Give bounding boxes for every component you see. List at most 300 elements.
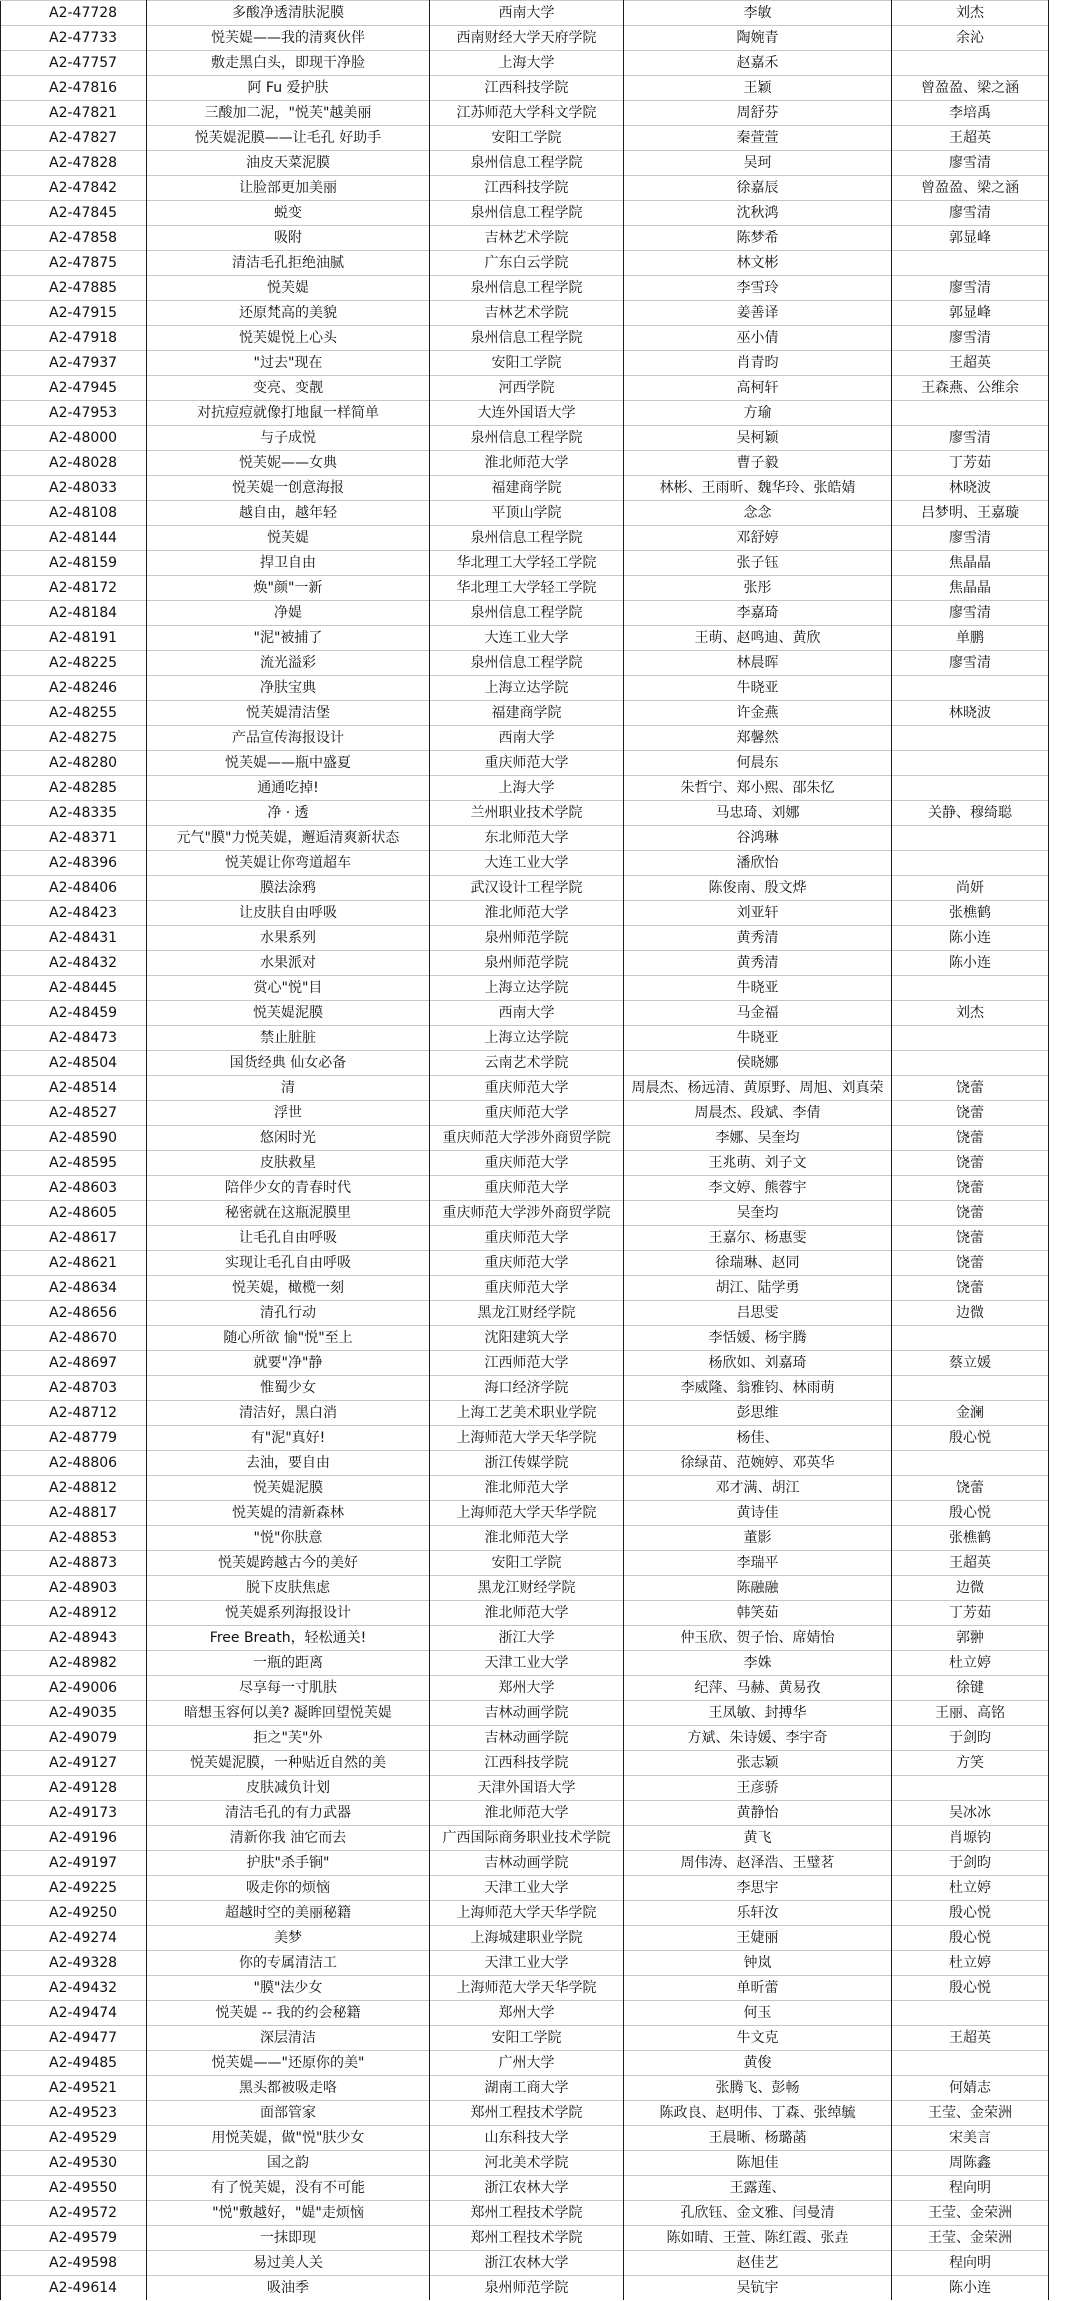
table-row <box>1 301 1049 326</box>
table-row <box>1 1576 1049 1601</box>
work-title-cell: 捍卫自由 <box>147 551 430 576</box>
table-row <box>1 1676 1049 1701</box>
entry-id-cell: A2-47937 <box>1 351 147 376</box>
school-cell: 大连工业大学 <box>430 626 624 651</box>
tutor-cell <box>892 1776 1049 1801</box>
entry-id-cell: A2-49274 <box>1 1926 147 1951</box>
entry-id-cell: A2-47842 <box>1 176 147 201</box>
work-title-cell: 暗想玉容何以美? 凝眸回望悦芙媞 <box>147 1701 430 1726</box>
work-title-cell: 悦芙媞——瓶中盛夏 <box>147 751 430 776</box>
tutor-cell: 陈小连 <box>892 951 1049 976</box>
work-title-cell: 与子成悦 <box>147 426 430 451</box>
authors-cell: 黄飞 <box>624 1826 892 1851</box>
tutor-cell: 殷心悦 <box>892 1926 1049 1951</box>
table-row <box>1 1151 1049 1176</box>
tutor-cell <box>892 1051 1049 1076</box>
tutor-cell: 焦晶晶 <box>892 576 1049 601</box>
table-row <box>1 1851 1049 1876</box>
work-title-cell: 皮肤减负计划 <box>147 1776 430 1801</box>
authors-cell: 林彬、王雨昕、魏华玲、张皓婧 <box>624 476 892 501</box>
authors-cell: 王萌、赵鸣迪、黄欣 <box>624 626 892 651</box>
table-row <box>1 876 1049 901</box>
school-cell: 福建商学院 <box>430 476 624 501</box>
entry-id-cell: A2-49474 <box>1 2001 147 2026</box>
authors-cell: 乐轩汝 <box>624 1901 892 1926</box>
work-title-cell: 清 <box>147 1076 430 1101</box>
school-cell: 泉州信息工程学院 <box>430 426 624 451</box>
school-cell: 黑龙江财经学院 <box>430 1301 624 1326</box>
table-row <box>1 2026 1049 2051</box>
school-cell: 上海城建职业学院 <box>430 1926 624 1951</box>
table-row <box>1 251 1049 276</box>
work-title-cell: 产品宣传海报设计 <box>147 726 430 751</box>
tutor-cell: 李培禹 <box>892 101 1049 126</box>
tutor-cell: 方笑 <box>892 1751 1049 1776</box>
tutor-cell: 吴冰冰 <box>892 1801 1049 1826</box>
work-title-cell: 悦芙媞清洁堡 <box>147 701 430 726</box>
tutor-cell: 廖雪清 <box>892 426 1049 451</box>
authors-cell: 方斌、朱诗媛、李宇奇 <box>624 1726 892 1751</box>
tutor-cell: 殷心悦 <box>892 1501 1049 1526</box>
entry-id-cell: A2-48605 <box>1 1201 147 1226</box>
tutor-cell <box>892 2001 1049 2026</box>
school-cell: 泉州师范学院 <box>430 926 624 951</box>
authors-cell: 马金福 <box>624 1001 892 1026</box>
table-row <box>1 1901 1049 1926</box>
authors-cell: 徐瑞琳、赵同 <box>624 1251 892 1276</box>
work-title-cell: 禁止脏脏 <box>147 1026 430 1051</box>
work-title-cell: 吸油季 <box>147 2276 430 2301</box>
authors-cell: 陶婉青 <box>624 26 892 51</box>
tutor-cell: 饶蕾 <box>892 1101 1049 1126</box>
work-title-cell: 一瓶的距离 <box>147 1651 430 1676</box>
tutor-cell: 郭翀 <box>892 1626 1049 1651</box>
work-title-cell: 国货经典 仙女必备 <box>147 1051 430 1076</box>
table-row <box>1 951 1049 976</box>
table-row <box>1 776 1049 801</box>
school-cell: 吉林艺术学院 <box>430 301 624 326</box>
tutor-cell: 饶蕾 <box>892 1226 1049 1251</box>
authors-cell: 朱哲宁、郑小熙、邵朱忆 <box>624 776 892 801</box>
table-row <box>1 2101 1049 2126</box>
authors-cell: 李姝 <box>624 1651 892 1676</box>
work-title-cell: "泥"被捕了 <box>147 626 430 651</box>
work-title-cell: 悦芙媞悦上心头 <box>147 326 430 351</box>
tutor-cell: 金澜 <box>892 1401 1049 1426</box>
school-cell: 华北理工大学轻工学院 <box>430 576 624 601</box>
tutor-cell: 饶蕾 <box>892 1176 1049 1201</box>
school-cell: 福建商学院 <box>430 701 624 726</box>
entry-id-cell: A2-49477 <box>1 2026 147 2051</box>
school-cell: 华北理工大学轻工学院 <box>430 551 624 576</box>
tutor-cell <box>892 976 1049 1001</box>
work-title-cell: 超越时空的美丽秘籍 <box>147 1901 430 1926</box>
tutor-cell: 王超英 <box>892 351 1049 376</box>
work-title-cell: 有了悦芙媞，没有不可能 <box>147 2176 430 2201</box>
school-cell: 淮北师范大学 <box>430 451 624 476</box>
work-title-cell: 皮肤救星 <box>147 1151 430 1176</box>
table-row <box>1 1926 1049 1951</box>
authors-cell: 纪萍、马赫、黄易孜 <box>624 1676 892 1701</box>
school-cell: 淮北师范大学 <box>430 1801 624 1826</box>
school-cell: 上海大学 <box>430 776 624 801</box>
table-row <box>1 276 1049 301</box>
entry-id-cell: A2-49530 <box>1 2151 147 2176</box>
entry-id-cell: A2-48285 <box>1 776 147 801</box>
authors-cell: 念念 <box>624 501 892 526</box>
entry-id-cell: A2-48459 <box>1 1001 147 1026</box>
table-row <box>1 576 1049 601</box>
entry-id-cell: A2-49572 <box>1 2201 147 2226</box>
table-row <box>1 726 1049 751</box>
work-title-cell: 护肤"杀手锏" <box>147 1851 430 1876</box>
tutor-cell: 廖雪清 <box>892 201 1049 226</box>
entry-id-cell: A2-48873 <box>1 1551 147 1576</box>
authors-cell: 肖青昀 <box>624 351 892 376</box>
work-title-cell: 流光溢彩 <box>147 651 430 676</box>
tutor-cell: 宋美言 <box>892 2126 1049 2151</box>
school-cell: 上海工艺美术职业学院 <box>430 1401 624 1426</box>
tutor-cell: 廖雪清 <box>892 276 1049 301</box>
entry-id-cell: A2-49550 <box>1 2176 147 2201</box>
authors-cell: 吕思雯 <box>624 1301 892 1326</box>
table-row <box>1 1551 1049 1576</box>
table-row <box>1 326 1049 351</box>
school-cell: 上海师范大学天华学院 <box>430 1901 624 1926</box>
work-title-cell: 你的专属清洁工 <box>147 1951 430 1976</box>
tutor-cell: 陈小连 <box>892 926 1049 951</box>
entry-id-cell: A2-48033 <box>1 476 147 501</box>
work-title-cell: 陪伴少女的青春时代 <box>147 1176 430 1201</box>
table-row <box>1 1251 1049 1276</box>
entry-id-cell: A2-48225 <box>1 651 147 676</box>
work-title-cell: 深层清洁 <box>147 2026 430 2051</box>
school-cell: 黑龙江财经学院 <box>430 1576 624 1601</box>
entry-id-cell: A2-49432 <box>1 1976 147 2001</box>
tutor-cell <box>892 1451 1049 1476</box>
authors-cell: 孔欣钰、金文雅、闫曼清 <box>624 2201 892 2226</box>
school-cell: 郑州大学 <box>430 2001 624 2026</box>
table-row <box>1 1051 1049 1076</box>
school-cell: 吉林动画学院 <box>430 1851 624 1876</box>
authors-cell: 谷鸿琳 <box>624 826 892 851</box>
authors-cell: 周晨杰、段斌、李倩 <box>624 1101 892 1126</box>
authors-cell: 李娜、吴奎均 <box>624 1126 892 1151</box>
authors-cell: 徐嘉辰 <box>624 176 892 201</box>
work-title-cell: 有"泥"真好! <box>147 1426 430 1451</box>
work-title-cell: 悦芙媞系列海报设计 <box>147 1601 430 1626</box>
table-row <box>1 1626 1049 1651</box>
work-title-cell: 实现让毛孔自由呼吸 <box>147 1251 430 1276</box>
work-title-cell: 净肤宝典 <box>147 676 430 701</box>
table-row <box>1 751 1049 776</box>
school-cell: 海口经济学院 <box>430 1376 624 1401</box>
work-title-cell: 就要"净"静 <box>147 1351 430 1376</box>
table-row <box>1 1801 1049 1826</box>
authors-cell: 王凤敏、封搏华 <box>624 1701 892 1726</box>
work-title-cell: 悦芙媞一创意海报 <box>147 476 430 501</box>
school-cell: 西南财经大学天府学院 <box>430 26 624 51</box>
entry-id-cell: A2-48670 <box>1 1326 147 1351</box>
entry-id-cell: A2-48943 <box>1 1626 147 1651</box>
school-cell: 上海立达学院 <box>430 676 624 701</box>
authors-cell: 张彤 <box>624 576 892 601</box>
authors-cell: 潘欣怡 <box>624 851 892 876</box>
tutor-cell <box>892 776 1049 801</box>
tutor-cell <box>892 1326 1049 1351</box>
work-title-cell: 悦芙媞泥膜 <box>147 1001 430 1026</box>
tutor-cell: 林晓波 <box>892 476 1049 501</box>
authors-cell: 王彦骄 <box>624 1776 892 1801</box>
tutor-cell: 王莹、金荣洲 <box>892 2226 1049 2251</box>
authors-cell: 侯晓娜 <box>624 1051 892 1076</box>
authors-cell: 黄诗佳 <box>624 1501 892 1526</box>
school-cell: 平顶山学院 <box>430 501 624 526</box>
tutor-cell <box>892 826 1049 851</box>
entry-id-cell: A2-47845 <box>1 201 147 226</box>
school-cell: 江苏师范大学科文学院 <box>430 101 624 126</box>
table-row <box>1 126 1049 151</box>
work-title-cell: 膜法涂鸦 <box>147 876 430 901</box>
entry-id-cell: A2-48371 <box>1 826 147 851</box>
work-title-cell: 净媞 <box>147 601 430 626</box>
table-row <box>1 1526 1049 1551</box>
school-cell: 郑州工程技术学院 <box>430 2201 624 2226</box>
table-row <box>1 601 1049 626</box>
entry-id-cell: A2-49579 <box>1 2226 147 2251</box>
work-title-cell: 悦芙妮——女典 <box>147 451 430 476</box>
entry-id-cell: A2-47733 <box>1 26 147 51</box>
authors-cell: 黄俊 <box>624 2051 892 2076</box>
work-title-cell: 拒之"芙"外 <box>147 1726 430 1751</box>
work-title-cell: 惟蜀少女 <box>147 1376 430 1401</box>
work-title-cell: 悦芙媞——"还原你的美" <box>147 2051 430 2076</box>
school-cell: 天津工业大学 <box>430 1651 624 1676</box>
authors-cell: 黄秀清 <box>624 926 892 951</box>
table-row <box>1 1101 1049 1126</box>
entry-id-cell: A2-49598 <box>1 2251 147 2276</box>
work-title-cell: 蜕变 <box>147 201 430 226</box>
authors-cell: 马忠琦、刘娜 <box>624 801 892 826</box>
tutor-cell: 于剑昀 <box>892 1726 1049 1751</box>
table-row <box>1 1751 1049 1776</box>
table-row <box>1 2251 1049 2276</box>
table-row <box>1 1826 1049 1851</box>
entry-id-cell: A2-49173 <box>1 1801 147 1826</box>
entry-id-cell: A2-48280 <box>1 751 147 776</box>
tutor-cell: 刘杰 <box>892 1 1049 26</box>
tutor-cell: 郭显峰 <box>892 226 1049 251</box>
table-row <box>1 1351 1049 1376</box>
authors-cell: 张腾飞、彭畅 <box>624 2076 892 2101</box>
work-title-cell: 赏心"悦"目 <box>147 976 430 1001</box>
work-title-cell: "膜"法少女 <box>147 1976 430 2001</box>
work-title-cell: 悦芙媞 <box>147 276 430 301</box>
authors-cell: 陈旭佳 <box>624 2151 892 2176</box>
work-title-cell: 悦芙媞的清新森林 <box>147 1501 430 1526</box>
entry-id-cell: A2-48703 <box>1 1376 147 1401</box>
table-row <box>1 1601 1049 1626</box>
authors-cell: 张子钰 <box>624 551 892 576</box>
tutor-cell <box>892 1026 1049 1051</box>
work-title-cell: 脱下皮肤焦虑 <box>147 1576 430 1601</box>
work-title-cell: 变亮、变靓 <box>147 376 430 401</box>
table-row <box>1 801 1049 826</box>
tutor-cell: 饶蕾 <box>892 1276 1049 1301</box>
tutor-cell: 王超英 <box>892 2026 1049 2051</box>
tutor-cell: 廖雪清 <box>892 651 1049 676</box>
tutor-cell: 刘杰 <box>892 1001 1049 1026</box>
work-title-cell: 通通吃掉! <box>147 776 430 801</box>
table-row <box>1 1451 1049 1476</box>
tutor-cell: 郭显峰 <box>892 301 1049 326</box>
work-title-cell: 元气"膜"力悦芙媞，邂逅清爽新状态 <box>147 826 430 851</box>
table-row <box>1 1776 1049 1801</box>
work-title-cell: 黑头都被吸走咯 <box>147 2076 430 2101</box>
work-title-cell: 面部管家 <box>147 2101 430 2126</box>
tutor-cell <box>892 676 1049 701</box>
entry-id-cell: A2-49006 <box>1 1676 147 1701</box>
school-cell: 重庆师范大学 <box>430 1151 624 1176</box>
entry-id-cell: A2-48159 <box>1 551 147 576</box>
tutor-cell: 周陈鑫 <box>892 2151 1049 2176</box>
school-cell: 重庆师范大学涉外商贸学院 <box>430 1201 624 1226</box>
authors-cell: 钟岚 <box>624 1951 892 1976</box>
work-title-cell: 吸附 <box>147 226 430 251</box>
table-row <box>1 401 1049 426</box>
school-cell: 吉林动画学院 <box>430 1726 624 1751</box>
table-row <box>1 2201 1049 2226</box>
tutor-cell: 张樵鹤 <box>892 1526 1049 1551</box>
authors-cell: 姜善译 <box>624 301 892 326</box>
work-title-cell: 易过美人关 <box>147 2251 430 2276</box>
work-title-cell: 让毛孔自由呼吸 <box>147 1226 430 1251</box>
authors-cell: 李嘉琦 <box>624 601 892 626</box>
entry-id-cell: A2-49197 <box>1 1851 147 1876</box>
authors-cell: 周伟涛、赵泽浩、王璧茗 <box>624 1851 892 1876</box>
entry-id-cell: A2-49614 <box>1 2276 147 2301</box>
entries-table-body <box>1 1 1049 2301</box>
school-cell: 郑州工程技术学院 <box>430 2101 624 2126</box>
school-cell: 上海师范大学天华学院 <box>430 1501 624 1526</box>
school-cell: 上海立达学院 <box>430 1026 624 1051</box>
entry-id-cell: A2-48108 <box>1 501 147 526</box>
table-row <box>1 901 1049 926</box>
entry-id-cell: A2-47945 <box>1 376 147 401</box>
authors-cell: 李雪玲 <box>624 276 892 301</box>
authors-cell: 黄秀清 <box>624 951 892 976</box>
table-row <box>1 676 1049 701</box>
school-cell: 大连外国语大学 <box>430 401 624 426</box>
tutor-cell: 王莹、金荣洲 <box>892 2201 1049 2226</box>
school-cell: 河西学院 <box>430 376 624 401</box>
authors-cell: 王兆萌、刘子文 <box>624 1151 892 1176</box>
entry-id-cell: A2-49529 <box>1 2126 147 2151</box>
table-row <box>1 476 1049 501</box>
authors-cell: 何玉 <box>624 2001 892 2026</box>
table-row <box>1 1476 1049 1501</box>
tutor-cell: 饶蕾 <box>892 1251 1049 1276</box>
entry-id-cell: A2-48514 <box>1 1076 147 1101</box>
tutor-cell <box>892 51 1049 76</box>
school-cell: 西南大学 <box>430 726 624 751</box>
table-row <box>1 26 1049 51</box>
table-row <box>1 1001 1049 1026</box>
work-title-cell: 越自由，越年轻 <box>147 501 430 526</box>
authors-cell: 董影 <box>624 1526 892 1551</box>
work-title-cell: 清洁毛孔的有力武器 <box>147 1801 430 1826</box>
work-title-cell: 清洁毛孔拒绝油腻 <box>147 251 430 276</box>
work-title-cell: 还原梵高的美貌 <box>147 301 430 326</box>
authors-cell: 牛晓亚 <box>624 1026 892 1051</box>
tutor-cell: 余沁 <box>892 26 1049 51</box>
tutor-cell: 边微 <box>892 1301 1049 1326</box>
school-cell: 大连工业大学 <box>430 851 624 876</box>
entry-id-cell: A2-48634 <box>1 1276 147 1301</box>
school-cell: 沈阳建筑大学 <box>430 1326 624 1351</box>
authors-cell: 单昕蕾 <box>624 1976 892 2001</box>
entry-id-cell: A2-48903 <box>1 1576 147 1601</box>
work-title-cell: 悦芙媞——我的清爽伙伴 <box>147 26 430 51</box>
table-row <box>1 176 1049 201</box>
school-cell: 兰州职业技术学院 <box>430 801 624 826</box>
entry-id-cell: A2-48172 <box>1 576 147 601</box>
table-row <box>1 51 1049 76</box>
entry-id-cell: A2-48335 <box>1 801 147 826</box>
school-cell: 淮北师范大学 <box>430 1476 624 1501</box>
school-cell: 重庆师范大学 <box>430 1276 624 1301</box>
table-row <box>1 376 1049 401</box>
table-row <box>1 1426 1049 1451</box>
entry-id-cell: A2-48806 <box>1 1451 147 1476</box>
tutor-cell: 廖雪清 <box>892 601 1049 626</box>
table-row <box>1 2226 1049 2251</box>
authors-cell: 李敏 <box>624 1 892 26</box>
authors-cell: 周晨杰、杨远清、黄原野、周旭、刘真荣 <box>624 1076 892 1101</box>
work-title-cell: 一抹即现 <box>147 2226 430 2251</box>
authors-cell: 陈政良、赵明伟、丁森、张绰毓 <box>624 2101 892 2126</box>
tutor-cell: 何婧志 <box>892 2076 1049 2101</box>
table-row <box>1 2051 1049 2076</box>
entry-id-cell: A2-47821 <box>1 101 147 126</box>
school-cell: 郑州工程技术学院 <box>430 2226 624 2251</box>
school-cell: 重庆师范大学涉外商贸学院 <box>430 1126 624 1151</box>
work-title-cell: 让脸部更加美丽 <box>147 176 430 201</box>
school-cell: 重庆师范大学 <box>430 1076 624 1101</box>
entry-id-cell: A2-48853 <box>1 1526 147 1551</box>
school-cell: 广西国际商务职业技术学院 <box>430 1826 624 1851</box>
authors-cell: 杨佳、 <box>624 1426 892 1451</box>
table-row <box>1 426 1049 451</box>
table-row <box>1 1701 1049 1726</box>
school-cell: 江西科技学院 <box>430 1751 624 1776</box>
entry-id-cell: A2-48590 <box>1 1126 147 1151</box>
school-cell: 吉林动画学院 <box>430 1701 624 1726</box>
authors-cell: 周舒芬 <box>624 101 892 126</box>
table-row <box>1 976 1049 1001</box>
school-cell: 浙江传媒学院 <box>430 1451 624 1476</box>
tutor-cell <box>892 401 1049 426</box>
authors-cell: 牛晓亚 <box>624 676 892 701</box>
authors-cell: 张志颖 <box>624 1751 892 1776</box>
tutor-cell <box>892 251 1049 276</box>
entry-id-cell: A2-48144 <box>1 526 147 551</box>
authors-cell: 赵嘉禾 <box>624 51 892 76</box>
table-row <box>1 2176 1049 2201</box>
work-title-cell: 让皮肤自由呼吸 <box>147 901 430 926</box>
school-cell: 天津工业大学 <box>430 1951 624 1976</box>
table-row <box>1 351 1049 376</box>
